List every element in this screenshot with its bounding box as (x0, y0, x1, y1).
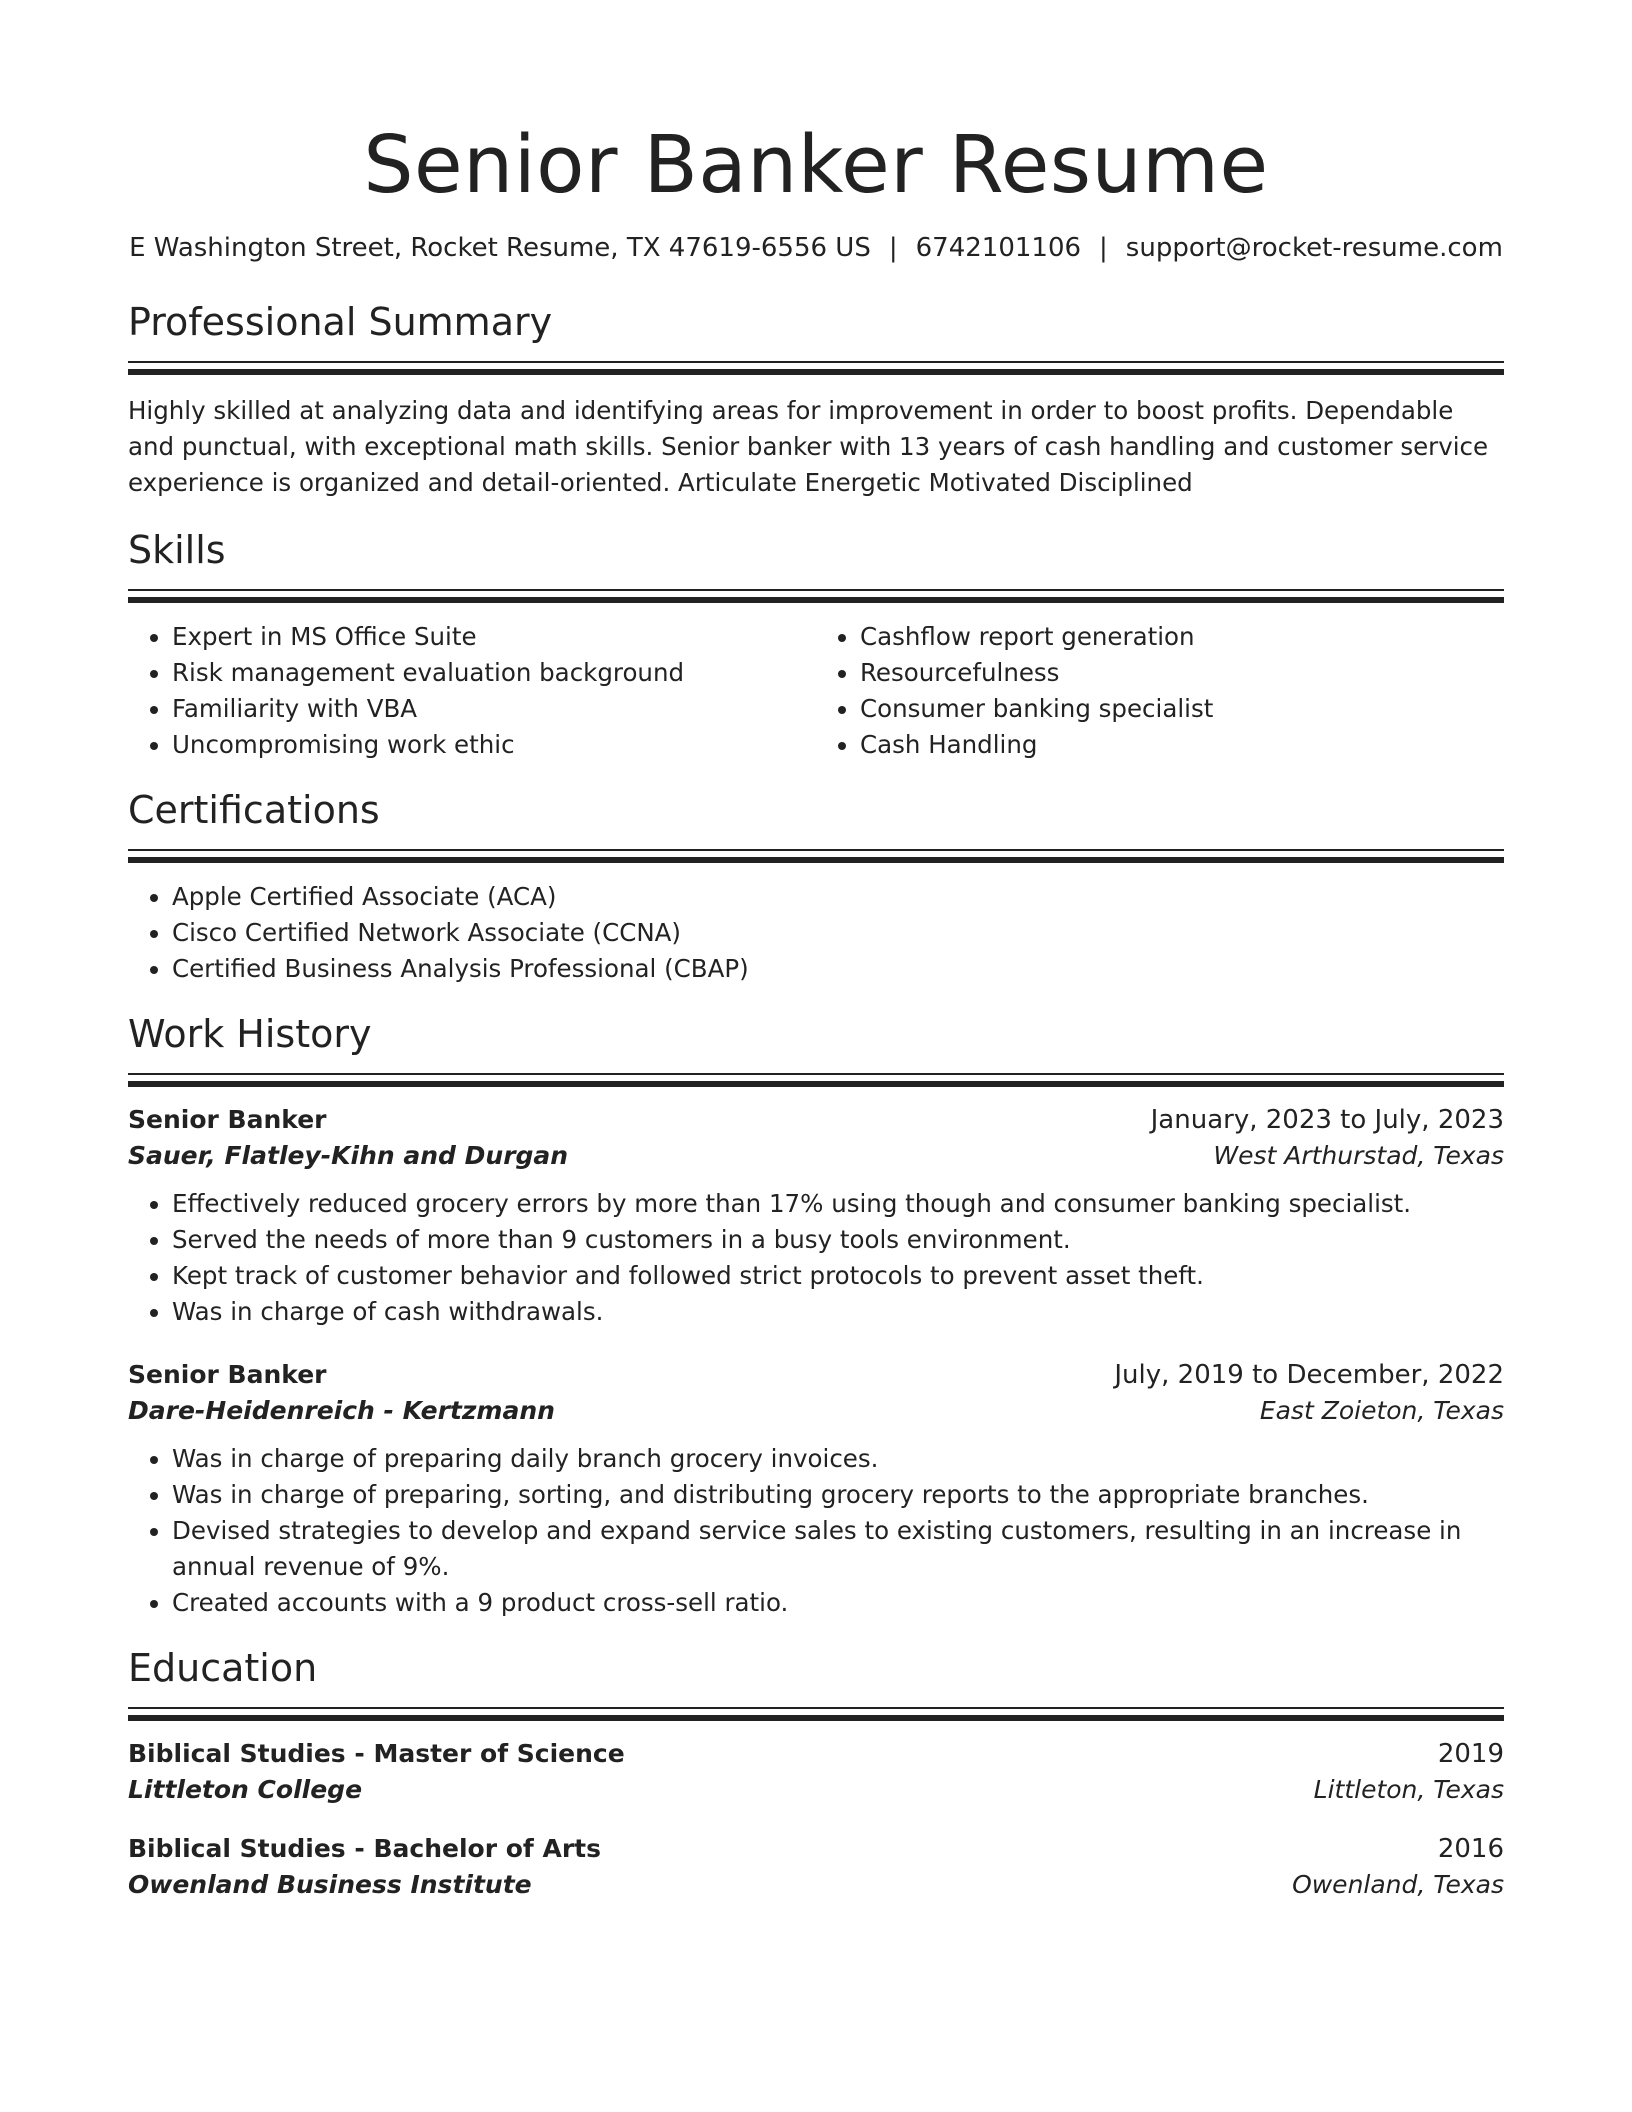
education-header (128, 1834, 1504, 1864)
skills-list-left (128, 619, 816, 763)
skill-item: • Risk management evaluation background (172, 655, 816, 691)
job-company: Sauer, Flatley-Kihn and Durgan (128, 1141, 569, 1170)
job-company: Dare-Heidenreich - Kertzmann (128, 1396, 555, 1425)
education-year: 2019 (1437, 1739, 1504, 1769)
job-bullet: • Was in charge of cash withdrawals. (172, 1294, 1504, 1330)
education-school: Littleton College (128, 1775, 363, 1804)
job-subheader (128, 1141, 1504, 1170)
certification-item: • Cisco Certified Network Associate (CCNA) (172, 915, 1504, 951)
education-entry (128, 1739, 1504, 1804)
job-bullet: • Devised strategies to develop and expand service sales to existing customers, resulting in an increase in annual revenue of 9%. (172, 1513, 1504, 1585)
section-divider (128, 849, 1504, 863)
job-bullet: • Effectively reduced grocery errors by more than 17% using though and consumer banking specialist. (172, 1186, 1504, 1222)
skill-item: • Uncompromising work ethic (172, 727, 816, 763)
section-title-summary: Professional Summary (128, 300, 553, 344)
skills-column-left (128, 619, 816, 763)
section-divider (128, 1073, 1504, 1087)
section-title-work-history: Work History (128, 1012, 372, 1056)
education-degree: Biblical Studies - Bachelor of Arts (128, 1834, 601, 1863)
contact-email[interactable]: support@rocket-resume.com (1125, 233, 1503, 263)
education-school: Owenland Business Institute (128, 1870, 532, 1899)
resume-title: Senior Banker Resume (363, 119, 1269, 211)
skills-grid (128, 619, 1504, 763)
job-bullet: • Was in charge of preparing, sorting, and distributing grocery reports to the appropriate branches. (172, 1477, 1504, 1513)
job-title: Senior Banker (128, 1360, 327, 1389)
job-dates: January, 2023 to July, 2023 (1150, 1105, 1504, 1135)
certifications-list (128, 879, 1504, 987)
summary-text: Highly skilled at analyzing data and identifying areas for improvement in order to boost profits. Dependable and punctual, with exceptional math skills. Senior banker with 13 years of cash handling and customer service experience is organized and detail-oriented. Articulate Energetic Motivated Disciplined (128, 396, 1489, 497)
job-bullet: • Was in charge of preparing daily branch grocery invoices. (172, 1441, 1504, 1477)
job-bullet: • Served the needs of more than 9 customers in a busy tools environment. (172, 1222, 1504, 1258)
education-header (128, 1739, 1504, 1769)
education-section (128, 1646, 1504, 1899)
summary-section (128, 300, 1504, 501)
section-divider (128, 589, 1504, 603)
education-degree: Biblical Studies - Master of Science (128, 1739, 625, 1768)
job-entry (128, 1105, 1504, 1330)
skills-section (128, 528, 1504, 763)
job-bullet: • Created accounts with a 9 product cross-sell ratio. (172, 1585, 1504, 1621)
certifications-section (128, 788, 1504, 987)
certification-item: • Certified Business Analysis Professional (CBAP) (172, 951, 1504, 987)
section-divider (128, 1707, 1504, 1721)
contact-separator: | (1099, 233, 1108, 263)
job-location: East Zoieton, Texas (1259, 1396, 1504, 1425)
education-location: Littleton, Texas (1313, 1775, 1504, 1804)
education-subheader (128, 1870, 1504, 1899)
section-divider (128, 361, 1504, 375)
job-title: Senior Banker (128, 1105, 327, 1134)
job-header (128, 1360, 1504, 1390)
contact-address: E Washington Street, Rocket Resume, TX 47619-6556 US (129, 233, 871, 263)
skills-list-right (816, 619, 1504, 763)
contact-separator: | (888, 233, 898, 263)
skill-item: • Cashflow report generation (860, 619, 1504, 655)
skill-item: • Cash Handling (860, 727, 1504, 763)
contact-phone: 6742101106 (915, 233, 1082, 263)
skill-item: • Expert in MS Office Suite (172, 619, 816, 655)
skills-column-right (816, 619, 1504, 763)
job-header (128, 1105, 1504, 1135)
skill-item: • Consumer banking specialist (860, 691, 1504, 727)
certification-item: • Apple Certified Associate (ACA) (172, 879, 1504, 915)
job-bullets (128, 1186, 1504, 1330)
job-bullets (128, 1441, 1504, 1621)
job-entry (128, 1360, 1504, 1621)
job-bullet: • Kept track of customer behavior and followed strict protocols to prevent asset theft. (172, 1258, 1504, 1294)
skill-item: • Resourcefulness (860, 655, 1504, 691)
section-title-education: Education (128, 1646, 318, 1690)
job-location: West Arthurstad, Texas (1213, 1141, 1504, 1170)
job-dates: July, 2019 to December, 2022 (1114, 1360, 1504, 1390)
education-location: Owenland, Texas (1292, 1870, 1504, 1899)
work-history-section (128, 1012, 1504, 1621)
skill-item: • Familiarity with VBA (172, 691, 816, 727)
section-title-certifications: Certifications (128, 788, 380, 832)
contact-line (128, 235, 1504, 261)
job-subheader (128, 1396, 1504, 1425)
section-title-skills: Skills (128, 528, 226, 572)
education-subheader (128, 1775, 1504, 1804)
education-year: 2016 (1437, 1834, 1504, 1864)
education-entry (128, 1834, 1504, 1899)
